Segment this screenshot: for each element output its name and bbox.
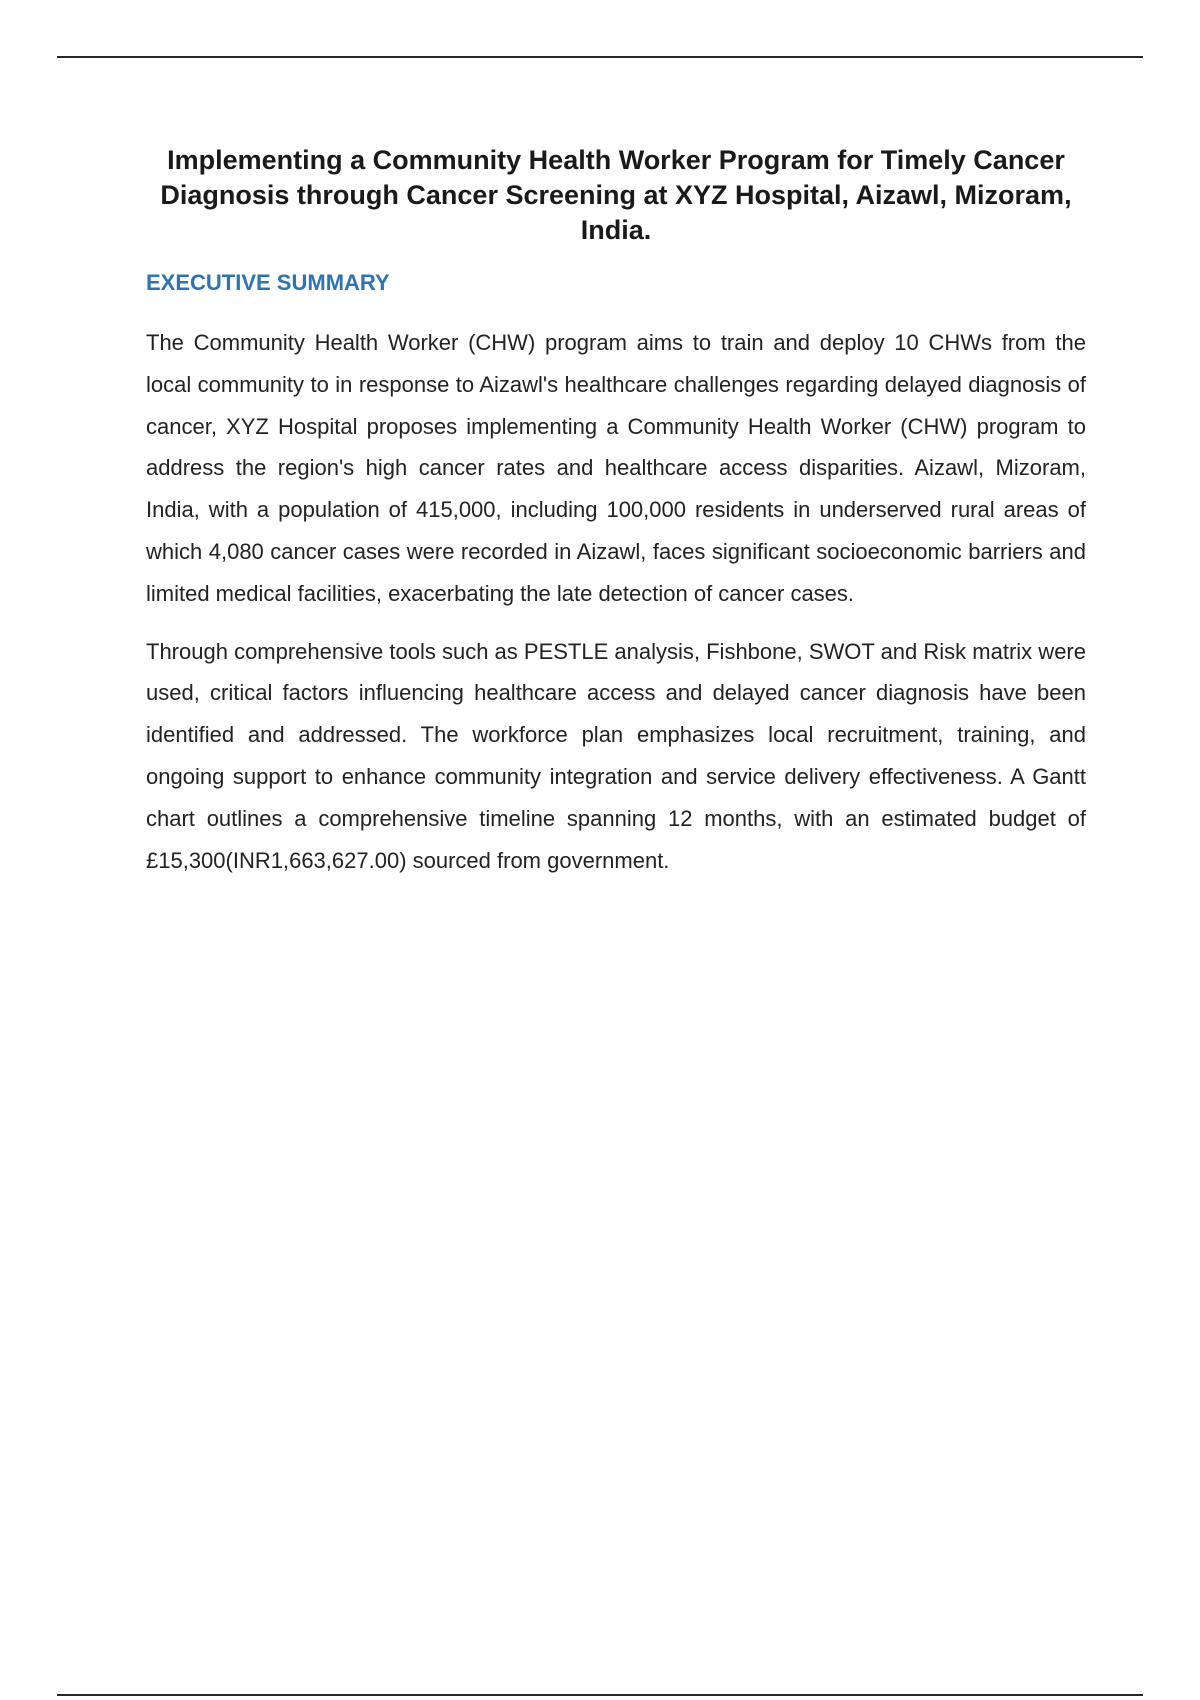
summary-paragraph-2: Through comprehensive tools such as PESTLE analysis, Fishbone, SWOT and Risk matrix were used, critical factors influencing healthcare access and delayed cancer diagnosis have been identified and addressed. The workforce plan emphasizes local recruitment, training, and ongoing support to enhance community integration and service delivery effectiveness. A Gantt chart outlines a comprehensive timeline spanning 12 months, with an estimated budget of £15,300(INR1,663,627.00) sourced from government. — [146, 638, 1086, 873]
document-title: Implementing a Community Health Worker Program for Timely Cancer Diagnosis through Cancer Screening at XYZ Hospital, Aizawl, Mizoram, India. — [160, 145, 1072, 245]
footer-rule — [57, 1694, 1143, 1696]
summary-paragraph-1: The Community Health Worker (CHW) program aims to train and deploy 10 CHWs from the local community to in response to Aizawl's healthcare challenges regarding delayed diagnosis of cancer, XYZ Hospital proposes implementing a Community Health Worker (CHW) program to address the region's high cancer rates and healthcare access disparities. Aizawl, Mizoram, India, with a population of 415,000, including 100,000 residents in underserved rural areas of which 4,080 cancer cases were recorded in Aizawl, faces significant socioeconomic barriers and limited medical facilities, exacerbating the late detection of cancer cases. — [146, 330, 1086, 606]
header-rule — [57, 56, 1143, 58]
section-heading-executive-summary: EXECUTIVE SUMMARY — [146, 270, 390, 295]
page-content — [146, 143, 1086, 881]
